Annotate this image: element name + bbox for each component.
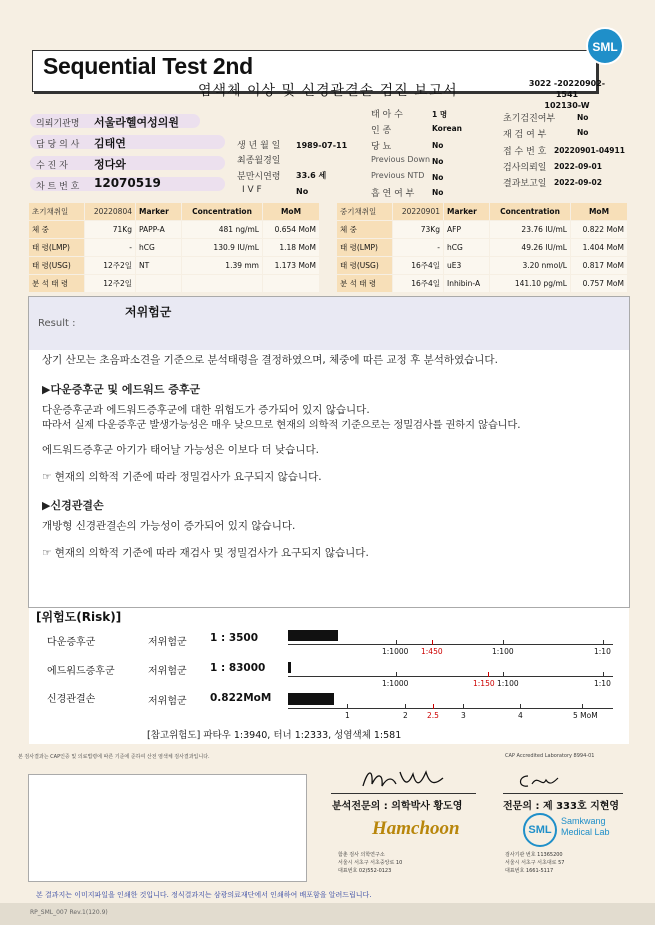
row-value: 73Kg [393,221,443,238]
result-value: 저위험군 [125,305,172,319]
ntd-tick-label: 3 [461,711,466,720]
chart-value: 12070519 [94,176,161,190]
fetus-label: 태 아 수 [371,110,403,120]
retest-label: 재 검 여 부 [503,130,547,140]
edwards-cutoff-label: 1:150 [473,679,495,688]
table-row [337,257,627,274]
age-label: 분만시연령 [237,172,281,182]
signature-line-2 [503,793,623,794]
form-code: RP_SML_007 Rev.1(120.9) [30,909,108,916]
second-collect-value: 20220901 [393,203,443,220]
second-conc-header: Concentration [490,203,570,220]
report-title: Sequential Test 2nd [43,53,253,79]
down-tick-mark [603,640,604,645]
race-value: Korean [432,124,463,133]
prevdown-value: No [432,157,444,166]
row-value: 12주2일 [85,275,135,292]
down-edwards-note: ☞ 현재의 의학적 기준에 따라 정밀검사가 요구되지 않습니다. [42,471,322,483]
table-row [337,275,627,292]
row-label: 분 석 태 령 [337,275,392,292]
first-conc-header: Concentration [182,203,262,220]
mom-cell: 0.817 MoM [571,257,627,274]
smoke-label: 흡 연 여 부 [371,189,415,199]
ntd-note: ☞ 현재의 의학적 기준에 따라 재검사 및 정밀검사가 요구되지 않습니다. [42,547,369,559]
mom-cell: 1.173 MoM [263,257,319,274]
reference-risk: [참고위험도] 파타우 1:3940, 터너 1:2333, 성염색체 1:581 [147,730,402,741]
result-intro: 상기 산모는 초음파소견을 기준으로 분석태령을 결정하였으며, 체중에 따른 교정 후 분석하였습니다. [42,354,498,366]
edwards-risk-bar [288,662,291,673]
result-header [29,297,629,350]
ntd-cutoff-mark [433,704,434,709]
report-code-line1: 3022 -20220902-1541 [528,79,606,99]
edwards-risk-group: 저위험군 [148,666,187,677]
ntd-tick-label: 1 [345,711,350,720]
ntd-tick-mark [347,704,348,709]
edwards-tick-mark [603,672,604,677]
marker-cell: AFP [444,221,489,238]
first-collect-label: 초기채취일 [29,203,84,220]
conc-cell: 130.9 IU/mL [182,239,262,256]
doctor-value: 김태연 [94,137,126,150]
down-cutoff-label: 1:450 [421,647,443,656]
second-mom-header: MoM [571,203,627,220]
conc-cell: 141.10 pg/mL [490,275,570,292]
ivf-value: No [296,187,309,196]
samkwang-address [505,851,564,875]
down-tick-mark [503,640,504,645]
samkwang-addr-line: 대표번호 1661-5117 [505,868,554,874]
conc-cell: 3.20 nmol/L [490,257,570,274]
lmp-label: 최종월경일 [237,156,281,166]
memo-box [28,774,307,882]
marker-cell [136,275,181,292]
signer-1: 분석전문의 : 의학박사 황도영 [332,801,463,812]
edwards-tick-mark [503,672,504,677]
ntd-cutoff-label: 2.5 [427,711,439,720]
table-row [29,257,319,274]
marker-cell: Inhibin-A [444,275,489,292]
row-label: 체 중 [337,221,392,238]
marker-cell: hCG [136,239,181,256]
signature-1 [358,764,448,794]
table-row [29,239,319,256]
samkwang-logo-text: Samkwang Medical Lab [561,816,610,837]
conc-cell [182,275,262,292]
prevntd-label: Previous NTD [371,171,425,180]
down-risk-name: 다운증후군 [47,637,96,648]
marker-cell: uE3 [444,257,489,274]
row-value: 16주4일 [393,275,443,292]
marker-cell: hCG [444,239,489,256]
ntd-tick-label: 5 MoM [573,711,598,720]
risk-title: [위험도(Risk)] [36,610,122,624]
institution-label: 의뢰기관명 [36,119,80,129]
dob-label: 생 년 월 일 [237,141,281,151]
hamchoon-addr-line: 대표번호 02)552-0123 [338,868,392,874]
repdate-value: 2022-09-02 [554,178,602,187]
ntd-tick-mark [463,704,464,709]
second-marker-header: Marker [444,203,489,220]
mom-cell: 0.757 MoM [571,275,627,292]
retest-value: No [577,128,589,137]
edwards-tick-label: 1:100 [497,679,519,688]
cap-number: CAP Accredited Laboratory 8994-01 [505,753,595,759]
smoke-value: No [432,188,444,197]
samkwang-logo-mark: SML [523,813,557,847]
result-label: Result : [38,318,76,329]
row-value: - [393,239,443,256]
dob-value: 1989-07-11 [296,141,348,150]
samkwang-addr-line: 서울시 서초구 서초대로 57 [505,860,565,866]
down-cutoff-mark [432,640,433,645]
edwards-cutoff-mark [488,672,489,677]
conc-cell: 23.76 IU/mL [490,221,570,238]
conc-cell: 481 ng/mL [182,221,262,238]
reqdate-value: 2022-09-01 [554,162,602,171]
sml-logo: SML [586,27,624,65]
hamchoon-address [338,851,402,875]
ntd-risk-value: 0.822MoM [210,692,272,704]
ntd-risk-group: 저위험군 [148,696,187,707]
mom-cell: 0.822 MoM [571,221,627,238]
down-edwards-line2: 따라서 실제 다운증후군 발생가능성은 매우 낮으므로 현재의 의학적 기준으로는 정밀검사를 권하지 않습니다. [42,419,521,431]
examinee-value: 정다와 [94,158,126,171]
down-edwards-line3: 에드워드증후군 아기가 태어날 가능성은 이보다 더 낮습니다. [42,444,319,456]
ntd-heading: ▶신경관결손 [42,499,104,512]
signer-2: 전문의 : 제 333호 지현영 [503,801,620,812]
ivf-label: I V F [242,185,262,195]
signature-2 [516,770,561,792]
down-tick-label: 1:1000 [382,647,409,656]
edwards-risk-value: 1 : 83000 [210,662,266,674]
age-value: 33.6 세 [296,171,327,180]
hamchoon-logo: Hamchoon [372,818,460,839]
row-label: 태 령(LMP) [29,239,84,256]
first-mom-header: MoM [263,203,319,220]
down-tick-label: 1:10 [594,647,611,656]
down-tick-label: 1:100 [492,647,514,656]
diabetes-value: No [432,141,444,150]
early-label: 초기검진여부 [503,114,556,124]
conc-cell: 49.26 IU/mL [490,239,570,256]
ntd-risk-name: 신경관결손 [47,694,96,705]
race-label: 인 종 [371,126,392,136]
receipt-value: 20220901-04911 [554,146,625,155]
report-code [522,78,612,111]
first-trimester-table [28,202,320,293]
edwards-tick-mark [396,672,397,677]
table-row [29,275,319,292]
early-value: No [577,113,589,122]
conc-cell: 1.39 mm [182,257,262,274]
prevdown-label: Previous Down [371,155,431,164]
report-code-line2: 102130-W [544,101,590,110]
table-row [337,239,627,256]
mom-cell: 1.18 MoM [263,239,319,256]
hamchoon-addr-line: 함춘 검사 의학연구소 [338,852,385,858]
edwards-tick-label: 1:10 [594,679,611,688]
row-value: 16주4일 [393,257,443,274]
ntd-tick-mark [520,704,521,709]
down-risk-value: 1 : 3500 [210,632,259,644]
edwards-risk-axis [288,676,613,677]
down-edwards-line1: 다운증후군과 에드워드증후군에 대한 위험도가 증가되어 있지 않습니다. [42,404,370,416]
row-label: 태 령(USG) [337,257,392,274]
row-label: 태 령(LMP) [337,239,392,256]
mom-cell: 1.404 MoM [571,239,627,256]
marker-cell: NT [136,257,181,274]
samkwang-addr-line: 검사기관 번호 11365200 [505,852,563,858]
ntd-tick-mark [582,704,583,709]
down-edwards-heading: ▶다운증후군 및 에드워드 증후군 [42,383,201,396]
mom-cell: 0.654 MoM [263,221,319,238]
ntd-tick-mark [405,704,406,709]
report-subtitle: 염색체 이상 및 신경관결손 검진 보고서 [198,83,458,99]
down-risk-group: 저위험군 [148,637,187,648]
ntd-line1: 개방형 신경관결손의 가능성이 증가되어 있지 않습니다. [42,520,296,532]
down-tick-mark [396,640,397,645]
signature-line-1 [331,793,476,794]
down-risk-axis [288,644,613,645]
first-marker-header: Marker [136,203,181,220]
row-value: 12주2일 [85,257,135,274]
marker-cell: PAPP-A [136,221,181,238]
down-risk-bar [288,630,338,641]
edwards-tick-label: 1:1000 [382,679,409,688]
hamchoon-addr-line: 서울시 서초구 서초중앙로 10 [338,860,403,866]
ntd-risk-bar [288,693,334,705]
cap-note: 본 검사결과는 CAP인증 및 의료법령에 따른 기준에 준하여 산전 염색체 검사결과입니다. [18,754,210,760]
row-label: 태 령(USG) [29,257,84,274]
prevntd-value: No [432,173,444,182]
diabetes-label: 당 뇨 [371,142,392,152]
first-collect-value: 20220804 [85,203,135,220]
examinee-label: 수 진 자 [36,161,68,171]
mom-cell [263,275,319,292]
row-value: 71Kg [85,221,135,238]
table-row [337,221,627,238]
ntd-tick-label: 2 [403,711,408,720]
ntd-risk-axis [288,708,613,709]
table-row [29,221,319,238]
receipt-label: 접 수 번 호 [503,147,547,157]
second-collect-label: 중기채취일 [337,203,392,220]
second-trimester-table [336,202,628,293]
reqdate-label: 검사의뢰일 [503,163,547,173]
ntd-tick-label: 4 [518,711,523,720]
fetus-value: 1 명 [432,110,448,119]
chart-label: 차 트 번 호 [36,182,80,192]
row-label: 분 석 태 령 [29,275,84,292]
institution-value: 서울라헬여성의원 [94,116,180,129]
doctor-label: 담 당 의 사 [36,140,80,150]
print-notice: 본 결과지는 이미지파일을 인쇄한 것입니다. 정식결과지는 삼광의료재단에서 인쇄하여 배포함을 알려드립니다. [36,891,372,899]
row-label: 체 중 [29,221,84,238]
repdate-label: 결과보고일 [503,179,547,189]
row-value: - [85,239,135,256]
edwards-risk-name: 에드워드증후군 [47,666,115,677]
